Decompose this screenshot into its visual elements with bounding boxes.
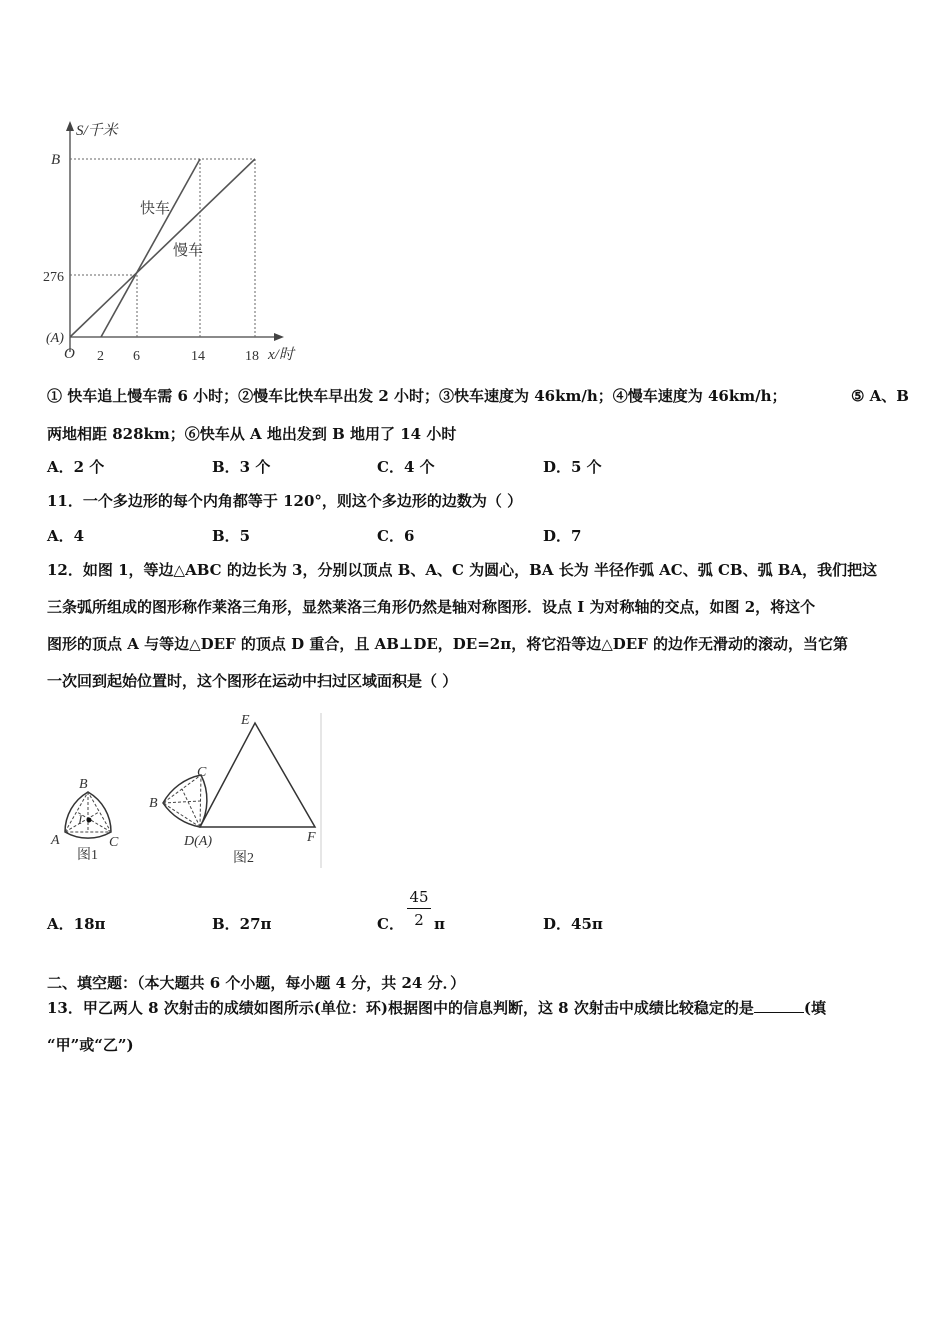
q10-option-a[interactable]: A．2 个 bbox=[47, 458, 105, 476]
fig2-caption: 图2 bbox=[233, 851, 254, 866]
q13-stem-tail: (填 bbox=[803, 999, 826, 1017]
q10-option-b[interactable]: B．3 个 bbox=[212, 458, 271, 476]
q10-option-c[interactable]: C．4 个 bbox=[377, 458, 435, 476]
q11-option-c[interactable]: C．6 bbox=[377, 527, 415, 545]
fraction-numerator: 45 bbox=[409, 888, 429, 906]
fraction-bar bbox=[407, 908, 431, 909]
q12-stem-line3: 图形的顶点 A 与等边△DEF 的顶点 D 重合，且 AB⊥DE，DE=2π，将它沿等边△DEF 的边作无滑动的滚动，当它第 bbox=[47, 635, 849, 653]
x-axis-label: x/时 bbox=[268, 347, 294, 363]
section2-heading: 二、填空题：（本大题共 6 个小题，每小题 4 分，共 24 分．） bbox=[47, 974, 466, 992]
q13-stem-line1 bbox=[47, 998, 826, 1018]
q12-stem-line1: 12．如图 1，等边△ABC 的边长为 3，分别以顶点 B、A、C 为圆心，BA 长为 半径作弧 AC、弧 CB、弧 BA，我们把这 bbox=[47, 561, 878, 579]
label-b: B bbox=[51, 152, 61, 168]
q12-option-a[interactable]: A．18π bbox=[47, 915, 106, 933]
fig1-label-b: B bbox=[79, 777, 88, 792]
q12-option-c-fraction bbox=[407, 888, 431, 929]
x-tick-2: 2 bbox=[97, 349, 104, 364]
label-a: (A) bbox=[46, 331, 64, 346]
q12-option-c-suffix: π bbox=[434, 915, 445, 933]
x-axis-arrow bbox=[274, 333, 284, 341]
median-2b bbox=[163, 801, 200, 803]
center-point-i bbox=[87, 818, 92, 823]
x-tick-14: 14 bbox=[191, 349, 205, 364]
y-axis-arrow bbox=[66, 121, 74, 131]
q11-option-b[interactable]: B．5 bbox=[212, 527, 251, 545]
label-276: 276 bbox=[43, 270, 64, 285]
q11-stem: 11．一个多边形的每个内角都等于 120°，则这个多边形的边数为（ ） bbox=[47, 492, 523, 510]
q12-stem-line4: 一次回到起始位置时，这个图形在运动中扫过区域面积是（ ） bbox=[47, 672, 458, 690]
fast-car-label: 快车 bbox=[140, 201, 171, 217]
fig1-label-c: C bbox=[109, 835, 119, 850]
q10-statements-line1: ① 快车追上慢车需 6 小时；②慢车比快车早出发 2 小时；③快车速度为 46km/h；④慢车速度为 46km/h； bbox=[47, 387, 787, 405]
q11-option-a[interactable]: A．4 bbox=[47, 527, 85, 545]
fig2-label-c: C bbox=[197, 765, 207, 780]
q13-answer-blank[interactable] bbox=[754, 998, 804, 1013]
q12-figure-1 bbox=[45, 770, 135, 870]
q10-option-d[interactable]: D．5 个 bbox=[543, 458, 602, 476]
fig1-label-a: A bbox=[51, 833, 60, 848]
y-axis-label: S/千米 bbox=[76, 123, 118, 139]
q13-stem-text: 13．甲乙两人 8 次射击的成绩如图所示(单位：环)根据图中的信息判断，这 8 次射击中成绩比较稳定的是 bbox=[47, 999, 754, 1017]
label-o: O bbox=[64, 346, 75, 362]
q11-option-d[interactable]: D．7 bbox=[543, 527, 582, 545]
q12-option-b[interactable]: B．27π bbox=[212, 915, 272, 933]
fig2-label-d: D(A) bbox=[184, 834, 212, 849]
q12-figure-2 bbox=[145, 708, 325, 870]
fig2-label-e: E bbox=[241, 713, 250, 728]
q12-option-d[interactable]: D．45π bbox=[543, 915, 603, 933]
q10-statements-line2: 两地相距 828km；⑥快车从 A 地出发到 B 地用了 14 小时 bbox=[47, 425, 457, 443]
q12-option-c-prefix[interactable]: C． bbox=[377, 915, 404, 933]
slow-car-line bbox=[70, 159, 255, 337]
fraction-denominator: 2 bbox=[414, 911, 424, 929]
fig2-label-b: B bbox=[149, 796, 158, 811]
distance-time-graph bbox=[40, 115, 310, 370]
x-tick-18: 18 bbox=[245, 349, 259, 364]
fig2-label-f: F bbox=[307, 830, 316, 845]
fig1-label-i: I bbox=[78, 812, 83, 827]
q12-stem-line2: 三条弧所组成的图形称作莱洛三角形，显然莱洛三角形仍然是轴对称图形．设点 I 为对称轴的交点，如图 2，将这个 bbox=[47, 598, 816, 616]
q10-statements-line1-tail: ⑤ A、B bbox=[851, 387, 909, 405]
slow-car-label: 慢车 bbox=[173, 243, 204, 259]
triangle-def bbox=[200, 723, 315, 827]
q13-stem-line2: “甲”或“乙”) bbox=[47, 1036, 134, 1054]
fig1-caption: 图1 bbox=[77, 848, 98, 863]
x-tick-6: 6 bbox=[133, 349, 140, 364]
